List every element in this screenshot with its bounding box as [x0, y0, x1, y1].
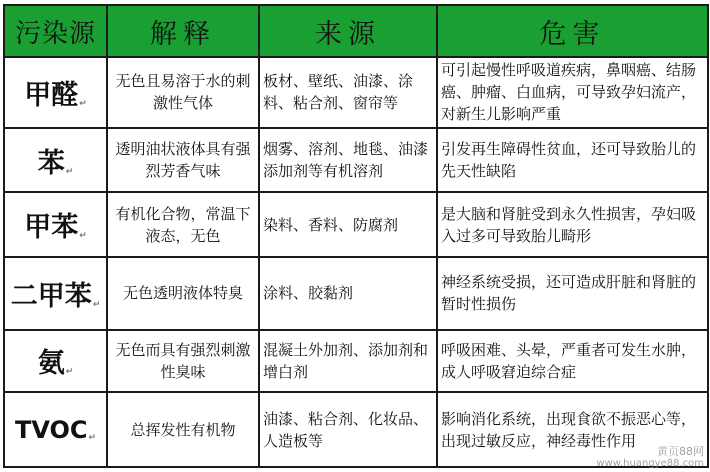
pollutant-name: 甲苯↵	[4, 192, 107, 257]
hazard-cell: 可引起慢性呼吸道疾病，鼻咽癌、结肠癌、肿瘤、白血病，可导致孕妇流产，对新生儿影响严重	[437, 57, 708, 128]
header-hazard: 危害	[437, 5, 708, 57]
source-cell: 油漆、粘合剂、化妆品、人造板等	[259, 392, 437, 467]
pollutant-name: 二甲苯↵	[4, 257, 107, 330]
table-row	[4, 57, 708, 128]
table-row	[4, 392, 708, 467]
paragraph-mark: ↵	[65, 166, 74, 177]
watermark-url: www.huangye88.com	[596, 458, 704, 469]
paragraph-mark: ↵	[79, 231, 87, 242]
watermark-site-name: 黄页88网	[657, 445, 704, 458]
table-row	[4, 330, 708, 393]
header-explanation: 解释	[107, 5, 259, 57]
source-cell: 板材、壁纸、油漆、涂料、粘合剂、窗帘等	[259, 57, 437, 128]
explanation-cell: 无色且易溶于水的刺激性气体	[107, 57, 259, 128]
pollutant-name: 苯↵	[4, 128, 107, 193]
source-cell: 染料、香料、防腐剂	[259, 192, 437, 257]
table-body	[4, 57, 708, 467]
explanation-cell: 无色透明液体特臭	[107, 257, 259, 330]
header-row	[4, 5, 708, 57]
pollutant-table	[3, 4, 709, 468]
table-row	[4, 128, 708, 193]
hazard-cell: 呼吸困难、头晕，严重者可发生水肿，成人呼吸窘迫综合症	[437, 330, 708, 393]
source-cell: 烟雾、溶剂、地毯、油漆添加剂等有机溶剂	[259, 128, 437, 193]
hazard-cell: 影响消化系统，出现食欲不振恶心等，出现过敏反应，神经毒性作用	[437, 392, 708, 467]
paragraph-mark: ↵	[92, 299, 101, 310]
paragraph-mark: ↵	[79, 98, 87, 109]
header-pollutant: 污染源	[4, 5, 107, 57]
table-header	[4, 5, 708, 57]
table-row	[4, 257, 708, 330]
pollutant-name: 甲醛↵	[4, 57, 107, 128]
explanation-cell: 透明油状液体具有强烈芳香气味	[107, 128, 259, 193]
explanation-cell: 总挥发性有机物	[107, 392, 259, 467]
hazard-cell: 是大脑和肾脏受到永久性损害，孕妇吸入过多可导致胎儿畸形	[437, 192, 708, 257]
source-cell: 涂料、胶黏剂	[259, 257, 437, 330]
source-cell: 混凝土外加剂、添加剂和增白剂	[259, 330, 437, 393]
explanation-cell: 有机化合物，常温下液态，无色	[107, 192, 259, 257]
hazard-cell: 引发再生障碍性贫血，还可导致胎儿的先天性缺陷	[437, 128, 708, 193]
pollutant-name: TVOC↵	[4, 392, 107, 467]
table-row	[4, 192, 708, 257]
pollutant-name: 氨↵	[4, 330, 107, 393]
paragraph-mark: ↵	[88, 432, 97, 443]
hazard-cell: 神经系统受损，还可造成肝脏和肾脏的暂时性损伤	[437, 257, 708, 330]
paragraph-mark: ↵	[65, 367, 74, 378]
explanation-cell: 无色而具有强烈刺激性臭味	[107, 330, 259, 393]
header-source: 来源	[259, 5, 437, 57]
